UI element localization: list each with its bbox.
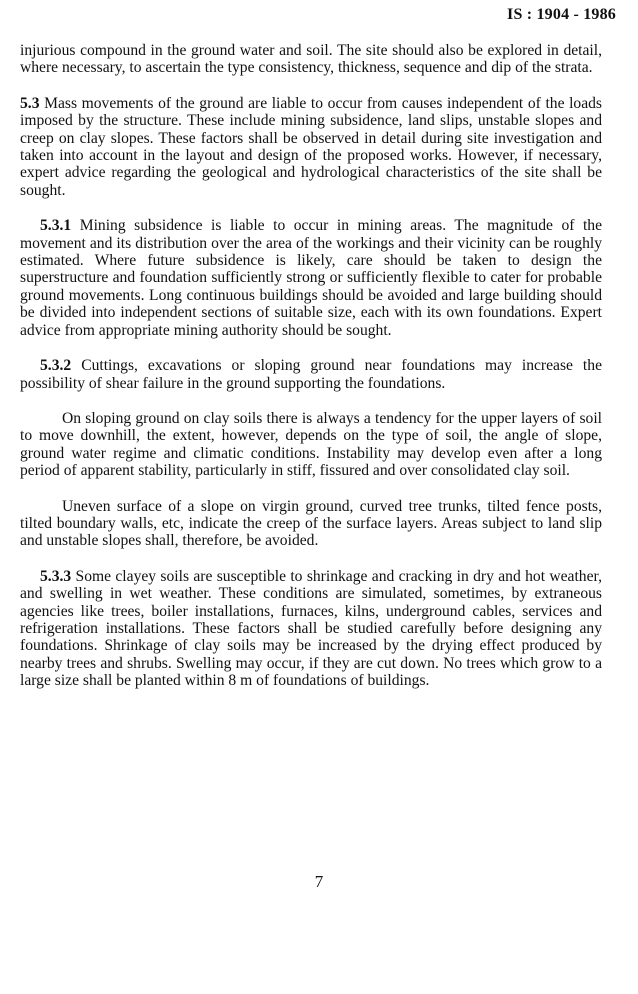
paragraph-uneven-surface	[20, 498, 602, 550]
clause-number: 5.3	[20, 94, 40, 112]
clause-number: 5.3.3	[40, 567, 72, 585]
paragraph-text: Uneven surface of a slope on virgin ground, curved tree trunks, tilted fence posts, tilted boundary walls, etc, indicate the creep of the surface layers. Areas subject to land slip and unstable slopes shall, therefore, be avoided.	[20, 497, 602, 550]
standard-number: IS : 1904 - 1986	[507, 6, 616, 23]
paragraph-text: Mass movements of the ground are liable to occur from causes independent of the loads imposed by the structure. These include mining subsidence, land slips, unstable slopes and creep on clay slopes. These factors shall be observed in detail during site investigation and taken into account in the layout and design of the proposed works. However, if necessary, expert advice regarding the geological and hydrological characteristics of the site shall be sought.	[20, 94, 602, 199]
clause-number: 5.3.2	[40, 357, 72, 375]
paragraph-text: On sloping ground on clay soils there is always a tendency for the upper layers of soil to move downhill, the extent, however, depends on the type of soil, the angle of slope, ground water regime and climatic conditions. Instability may develop even after a long period of apparent stability, particularly in stiff, fissured and over consolidated clay soil.	[20, 409, 602, 480]
paragraph-text: injurious compound in the ground water and soil. The site should also be explored in detail, where necessary, to ascertain the type consistency, thickness, sequence and dip of the strata.	[20, 42, 602, 77]
body-text	[20, 42, 602, 708]
paragraph-site-exploration	[20, 42, 602, 77]
paragraph-text: Mining subsidence is liable to occur in mining areas. The magnitude of the movement and its distribution over the area of the workings and their vicinity can be roughly estimated. Where future subsidence is likely, care should be taken to design the superstructure and foundation sufficiently strong or sufficiently flexible to cater for probable ground movements. Long continuous buildings should be avoided and large building should be divided into independent sections of suitable size, each with its own foundations. Expert advice from appropriate mining authority should be sought.	[20, 217, 602, 339]
paragraph-text: Some clayey soils are susceptible to shrinkage and cracking in dry and hot weather, and swelling in wet weather. These conditions are simulated, sometimes, by extraneous agencies like trees, boiler installations, furnaces, kilns, underground cables, services and refrigeration installations. These factors shall be studied carefully before designing any foundations. Shrinkage of clay soils may be increased by the drying effect produced by nearby trees and shrubs. Swelling may occur, if they are cut down. No trees which grow to a large size shall be planted within 8 m of foundations of buildings.	[20, 567, 602, 690]
paragraph-5-3-1	[20, 217, 602, 339]
clause-number: 5.3.1	[40, 217, 72, 235]
page-number: 7	[314, 872, 324, 891]
paragraph-text: Cuttings, excavations or sloping ground near foundations may increase the possibility of shear failure in the ground supporting the foundations.	[20, 357, 602, 392]
paragraph-5-3-2	[20, 357, 602, 392]
paragraph-5-3-3	[20, 568, 602, 690]
paragraph-5-3	[20, 95, 602, 199]
paragraph-sloping-ground	[20, 410, 602, 480]
